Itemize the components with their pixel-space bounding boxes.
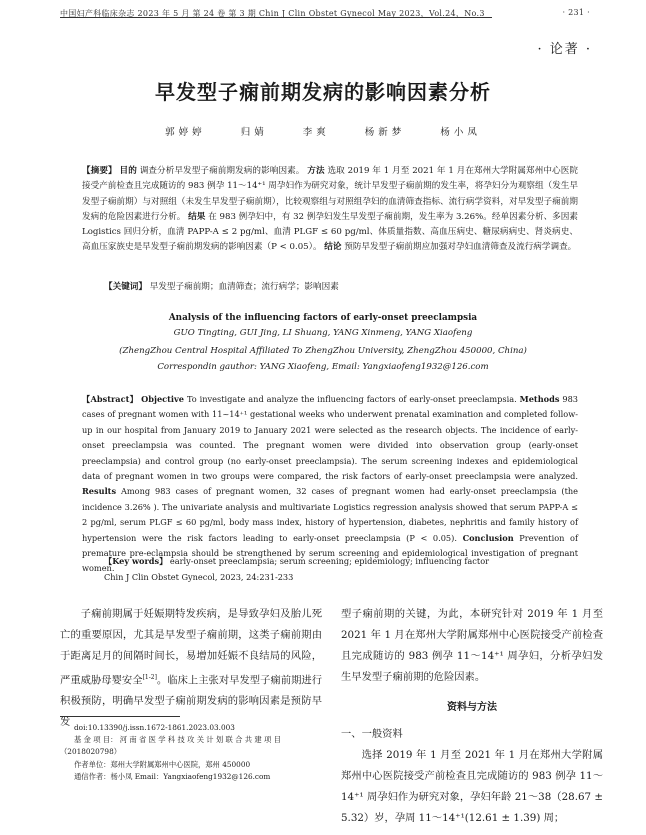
english-corresponding: Correspondin gauthor: YANG Xiaofeng, Email: Yangxiaofeng1932@126.com <box>157 362 489 372</box>
conclusion-label: 结论 <box>324 242 342 253</box>
journal-line: 中国妇产科临床杂志 2023 年 5 月 第 24 卷 第 3 期 Chin J Clin Obstet Gynecol May 2023，Vol.24，No.3 <box>60 9 485 18</box>
objective-en-label: Objective <box>141 394 185 404</box>
abstract-en <box>82 392 578 577</box>
results-label: 结果 <box>188 211 206 222</box>
methods-paragraph: 选择 2019 年 1 月至 2021 年 1 月在郑州大学附属郑州中心医院接受产前检查且完成随访的 983 例孕 11～14⁺¹ 周孕妇作为研究对象，孕妇年龄 21～38（28.67 ± 5.32）岁，孕周 11～14⁺¹(12.61 ± 1.39) 周； <box>341 749 603 824</box>
objective-text: 调查分析早发型子痫前期发病的影响因素。 <box>139 166 305 176</box>
intro-reference: [1-2] <box>142 674 157 681</box>
author-name: 郭婷婷 <box>165 127 206 138</box>
methods-en-text: 983 cases of pregnant women with 11~14⁺¹ gestational weeks who underwent prenatal examination and completed follow-up in our hospital from January 2019 to January 2021 were selected as the research objects. The incidence of early-onset preeclampsia was counted. The pregnant women were divided into observation group (early-onset preeclampsia) and control group (no early-onset preeclampsia). The serum screening indexes and epidemiological data of pregnant women in two groups were compared, the risk factors of early-onset preeclampsia were analyzed. <box>82 394 579 482</box>
results-en-text: Among 983 cases of pregnant women, 32 cases of pregnant women had early-onset preeclampsia (the incidence 3.26% ). The univariate analysis and multivariate Logistics regression analysis showed that serum PAPP-A ≤ 2 pg/ml, serum PLGF ≤ 60 pg/ml, body mass index, history of hypertension, diabetes, nephritis and family history of hypertension were the risk factors leading to early-onset preeclampsia (P < 0.05). <box>82 486 578 543</box>
section-tag: · 论著 · <box>537 42 592 57</box>
footnote-fund: 基 金 项 目： 河 南 省 医 学 科 技 攻 关 计 划 联 合 共 建 项 目 <box>74 735 281 745</box>
footnote-affiliation: 作者单位：郑州大学附属郑州中心医院，郑州 450000 <box>74 759 251 769</box>
intro-text: 子痫前期属于妊娠期特发疾病，是导致孕妇及胎儿死亡的重要原因，尤其是早发型子痫前期，这类子痫前期由于距离足月的间隔时间长，易增加妊娠不良结局的风险，严重威胁母婴安全 <box>60 608 322 687</box>
keywords-en-label: 【Key words】 <box>104 556 168 566</box>
intro-paragraph-continued: 型子痫前期的关键，为此，本研究针对 2019 年 1 月至 2021 年 1 月在郑州大学附属郑州中心医院接受产前检查且完成随访的 983 例孕 11～14⁺¹ 周孕妇，分析孕妇发生早发型子痫前期的危险因素。 <box>341 608 603 683</box>
intro-paragraph <box>60 604 322 733</box>
english-authors: GUO Tingting, GUI Jing, LI Shuang, YANG Xinmeng, YANG Xiaofeng <box>173 328 473 338</box>
keywords-text: 早发型子痫前期；血清筛查；流行病学；影响因素 <box>149 282 339 292</box>
objective-en-text: To investigate and analyze the influencing factors of early-onset preeclampsia. <box>186 394 517 404</box>
objective-label: 目的 <box>119 166 137 176</box>
conclusion-en-label: Conclusion <box>462 532 514 543</box>
keywords-en-text: early-onset preeclampsia; serum screening; epidemiology; influencing factor <box>169 556 490 566</box>
author-name: 归婧 <box>240 127 268 138</box>
intro-text-continued: 。临床上主张对早发型子痫前期进行积极预防，明确早发型子痫前期发病的影响因素是预防早发 <box>60 674 323 729</box>
citation: Chin J Clin Obstet Gynecol, 2023, 24:231-233 <box>104 572 294 582</box>
header-rule <box>60 17 492 18</box>
results-text: 在 983 例孕妇中，有 32 例孕妇发生早发型子痫前期，发生率为 3.26%。经单因素分析、多因素 Logistics 回归分析，血清 PAPP-A ≤ 2 pg/ml、血清 PLGF ≤ 60 pg/ml、体质量指数、高血压病史、糖尿病病史、肾炎病史、高血压家族史是早发型子痫前期发病的影响因素（P < 0.05）。 <box>82 211 579 253</box>
author-name: 杨新梦 <box>364 127 406 138</box>
keywords-en <box>104 556 578 567</box>
body-right-column <box>341 604 603 829</box>
methods-text: 选取 2019 年 1 月至 2021 年 1 月在郑州大学附属郑州中心医院接受产前检查且完成随访的 983 例孕 11～14⁺¹ 周孕妇作为研究对象，统计早发型子痫前期的发生率，将孕妇分为观察组（发生早发型子痫前期）与对照组（未发生早发型子痫前期），比较观察组与对照组孕妇的血清筛查指标、流行病学资料，对早发型子痫前期发病的危险因素进行分析。 <box>82 166 578 222</box>
authors-cn <box>0 124 646 138</box>
author-name: 杨小凤 <box>440 127 481 138</box>
footnote-doi: doi:10.13390/j.issn.1672-1861.2023.03.003 <box>74 723 235 732</box>
abstract-en-label: 【Abstract】 <box>82 394 139 404</box>
conclusion-text: 预防早发型子痫前期应加强对孕妇血清筛查及流行病学调查。 <box>344 242 577 253</box>
footnotes <box>60 722 322 783</box>
keywords-label: 【关键词】 <box>104 282 147 292</box>
section-heading: 资料与方法 <box>447 702 497 713</box>
footnote-fund-number: （2018020798） <box>60 747 122 757</box>
conclusion-en-text: Prevention of premature pre-eclampsia should be strengthened by serum screening and epidemiological investigation of pregnant women. <box>82 532 578 574</box>
english-title: Analysis of the influencing factors of early-onset preeclampsia <box>168 313 478 323</box>
abstract-cn <box>82 164 578 256</box>
footnote-rule <box>60 716 180 717</box>
results-en-label: Results <box>82 486 117 497</box>
abstract-label: 【摘要】 <box>82 166 117 176</box>
english-affiliation: (ZhengZhou Central Hospital Affiliated To ZhengZhou University, ZhengZhou 450000, China) <box>119 346 527 356</box>
methods-label: 方法 <box>307 166 325 176</box>
article-title: 早发型子痫前期发病的影响因素分析 <box>155 80 491 104</box>
author-name: 李爽 <box>302 127 330 138</box>
methods-en-label: Methods <box>519 394 560 404</box>
body-left-column <box>60 604 322 733</box>
footnote-corresponding: 通信作者：杨小凤 Email：Yangxiaofeng1932@126.com <box>74 771 271 781</box>
subsection-heading: 一、一般资料 <box>341 728 403 740</box>
page-number: · 231 · <box>562 8 590 17</box>
keywords-cn <box>104 280 578 292</box>
